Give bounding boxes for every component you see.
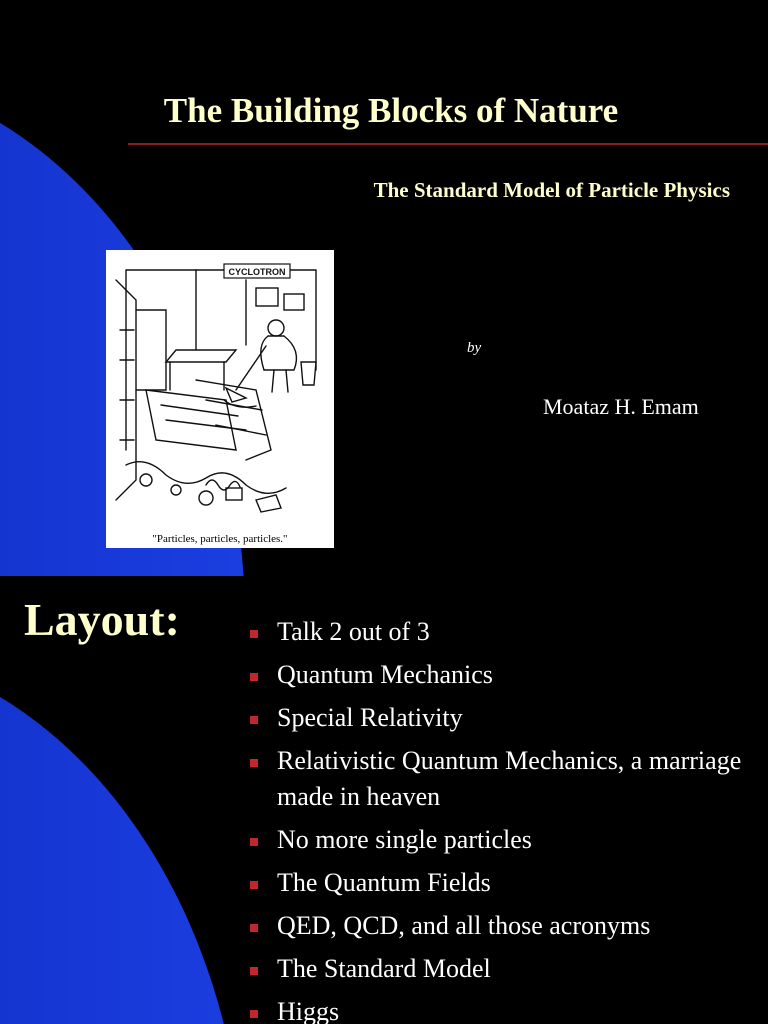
cartoon-drawing bbox=[106, 250, 334, 530]
cyclotron-cartoon bbox=[106, 250, 334, 548]
list-item: Quantum Mechanics bbox=[250, 657, 750, 693]
slide-subtitle: The Standard Model of Particle Physics bbox=[373, 178, 730, 202]
slide-title: Layout: bbox=[24, 594, 180, 645]
bullet-list bbox=[250, 614, 750, 1024]
by-label: by bbox=[467, 340, 482, 356]
layout-slide bbox=[0, 576, 768, 1024]
list-item: Relativistic Quantum Mechanics, a marriage made in heaven bbox=[250, 743, 750, 815]
blue-arc-decoration bbox=[0, 646, 245, 1024]
list-item: The Quantum Fields bbox=[250, 865, 750, 901]
author-name: Moataz H. Emam bbox=[543, 394, 699, 419]
cartoon-caption: "Particles, particles, particles." bbox=[152, 533, 288, 545]
list-item: The Standard Model bbox=[250, 951, 750, 987]
list-item: No more single particles bbox=[250, 822, 750, 858]
slide-title: The Building Blocks of Nature bbox=[163, 91, 619, 130]
list-item: Special Relativity bbox=[250, 700, 750, 736]
list-item: Talk 2 out of 3 bbox=[250, 614, 750, 650]
cyclotron-sign: CYCLOTRON bbox=[228, 267, 286, 277]
list-item: Higgs bbox=[250, 994, 750, 1024]
title-divider bbox=[128, 143, 768, 145]
list-item: QED, QCD, and all those acronyms bbox=[250, 908, 750, 944]
